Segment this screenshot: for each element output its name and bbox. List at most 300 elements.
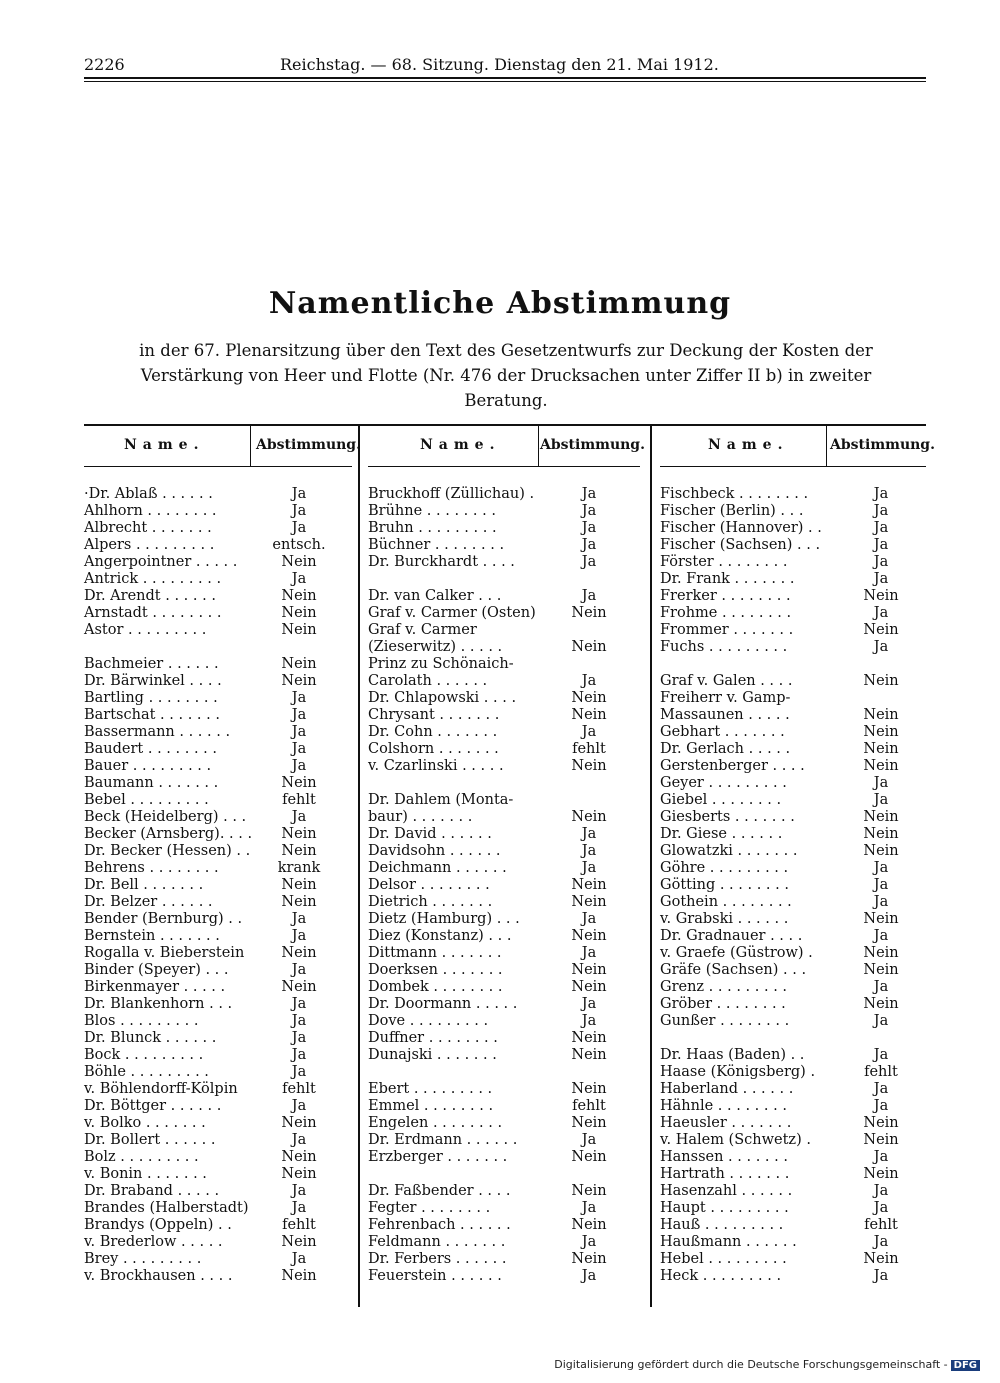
member-name: Hebel . . . . . . . . . xyxy=(660,1251,787,1267)
table-row xyxy=(84,1081,352,1098)
vote-value: Nein xyxy=(281,1234,317,1250)
vote-value: Nein xyxy=(281,1149,317,1165)
vote-value: fehlt xyxy=(864,1064,898,1080)
vote-value: Nein xyxy=(571,928,607,944)
table-row xyxy=(660,1183,926,1200)
vote-value: Ja xyxy=(873,1268,889,1284)
member-name: Feuerstein . . . . . . xyxy=(368,1268,502,1284)
member-name: Bauer . . . . . . . . . xyxy=(84,758,212,774)
table-row xyxy=(368,1098,640,1115)
table-row xyxy=(368,707,640,724)
table-row xyxy=(368,1115,640,1132)
vote-value: Ja xyxy=(291,571,307,587)
member-name: Frohme . . . . . . . . xyxy=(660,605,792,621)
member-name: Hanssen . . . . . . . xyxy=(660,1149,788,1165)
vote-value: Ja xyxy=(581,520,597,536)
member-name: Chrysant . . . . . . . xyxy=(368,707,500,723)
member-name: Dr. Faßbender . . . . xyxy=(368,1183,511,1199)
table-row xyxy=(660,962,926,979)
table-row xyxy=(84,503,352,520)
table-row xyxy=(660,911,926,928)
table-row xyxy=(84,571,352,588)
table-row xyxy=(84,639,352,656)
member-name: Dr. Cohn . . . . . . . xyxy=(368,724,498,740)
table-row xyxy=(84,554,352,571)
table-row xyxy=(368,1200,640,1217)
vote-value: Nein xyxy=(571,809,607,825)
member-name: Birkenmayer . . . . . xyxy=(84,979,226,995)
member-name: v. Czarlinski . . . . . xyxy=(368,758,504,774)
vote-value: Ja xyxy=(291,911,307,927)
vote-value: Ja xyxy=(581,588,597,604)
table-row xyxy=(84,1149,352,1166)
vote-value: Ja xyxy=(291,724,307,740)
table-row xyxy=(84,1115,352,1132)
vote-value: Ja xyxy=(581,860,597,876)
vote-value: Ja xyxy=(873,1200,889,1216)
member-name: Giebel . . . . . . . . xyxy=(660,792,782,808)
vote-value: Nein xyxy=(571,1115,607,1131)
vote-value: Ja xyxy=(291,1098,307,1114)
vote-value: Ja xyxy=(873,486,889,502)
vote-value: Ja xyxy=(291,928,307,944)
vote-value: Nein xyxy=(571,962,607,978)
table-row xyxy=(368,928,640,945)
table-row xyxy=(660,1047,926,1064)
table-header xyxy=(84,424,361,467)
table-row xyxy=(660,673,926,690)
member-name: Astor . . . . . . . . . xyxy=(84,622,207,638)
table-header xyxy=(660,424,935,467)
member-name: Dr. Arendt . . . . . . xyxy=(84,588,216,604)
vote-value: Nein xyxy=(863,843,899,859)
header-name: Name. xyxy=(124,437,205,453)
vote-value: Ja xyxy=(291,707,307,723)
vote-value: Nein xyxy=(571,639,607,655)
member-name: Dr. Braband . . . . . xyxy=(84,1183,220,1199)
member-name: v. Brockhausen . . . . xyxy=(84,1268,233,1284)
member-name: Bolz . . . . . . . . . xyxy=(84,1149,199,1165)
table-row xyxy=(84,775,352,792)
vote-value: Nein xyxy=(281,554,317,570)
vote-value: Ja xyxy=(291,690,307,706)
member-name: Dr. Gradnauer . . . . xyxy=(660,928,803,944)
vote-value: Nein xyxy=(281,945,317,961)
header-vote: Abstimmung. xyxy=(540,437,645,453)
table-row xyxy=(84,877,352,894)
running-header xyxy=(84,55,926,77)
table-row xyxy=(84,1030,352,1047)
column-divider xyxy=(358,424,360,1307)
table-row xyxy=(84,1047,352,1064)
vote-value: Nein xyxy=(571,1047,607,1063)
vote-value: Nein xyxy=(571,605,607,621)
member-name: Emmel . . . . . . . . xyxy=(368,1098,494,1114)
table-row xyxy=(368,758,640,775)
member-name: Fischbeck . . . . . . . . xyxy=(660,486,809,502)
member-name: Blos . . . . . . . . . xyxy=(84,1013,199,1029)
member-name: Becker (Arnsberg). . . . xyxy=(84,826,253,842)
table-row xyxy=(84,707,352,724)
vote-value: Ja xyxy=(873,1047,889,1063)
table-row xyxy=(660,503,926,520)
vote-value: Nein xyxy=(281,656,317,672)
header-vote: Abstimmung. xyxy=(256,437,361,453)
vote-column-2 xyxy=(368,424,645,1307)
member-name: Ahlhorn . . . . . . . . xyxy=(84,503,217,519)
member-name: Büchner . . . . . . . . xyxy=(368,537,505,553)
vote-value: Ja xyxy=(291,1183,307,1199)
vote-value: Ja xyxy=(873,1234,889,1250)
vote-value: Ja xyxy=(291,486,307,502)
table-row xyxy=(368,1149,640,1166)
table-row xyxy=(660,1013,926,1030)
member-name: Haberland . . . . . . xyxy=(660,1081,794,1097)
vote-value: fehlt xyxy=(282,1217,316,1233)
vote-value: Nein xyxy=(863,758,899,774)
vote-value: Ja xyxy=(581,1268,597,1284)
table-row xyxy=(660,758,926,775)
member-name: Dr. Erdmann . . . . . . xyxy=(368,1132,518,1148)
vote-value: Ja xyxy=(873,877,889,893)
table-row xyxy=(368,860,640,877)
vote-value: Nein xyxy=(281,1268,317,1284)
vote-value: Ja xyxy=(291,1030,307,1046)
table-row xyxy=(84,809,352,826)
table-row xyxy=(368,537,640,554)
member-name: Frerker . . . . . . . . xyxy=(660,588,791,604)
member-name: v. Brederlow . . . . . xyxy=(84,1234,223,1250)
member-name: Bruckhoff (Züllichau) . xyxy=(368,486,535,502)
table-row xyxy=(368,1064,640,1081)
member-name: Behrens . . . . . . . . xyxy=(84,860,219,876)
table-row xyxy=(368,673,640,690)
member-name: Ebert . . . . . . . . . xyxy=(368,1081,493,1097)
member-name: Antrick . . . . . . . . . xyxy=(84,571,222,587)
table-row xyxy=(84,588,352,605)
member-name: Heck . . . . . . . . . xyxy=(660,1268,782,1284)
table-row xyxy=(660,571,926,588)
vote-value: Nein xyxy=(571,690,607,706)
member-name: Dr. Ferbers . . . . . . xyxy=(368,1251,507,1267)
vote-value: Ja xyxy=(581,843,597,859)
member-name: Erzberger . . . . . . . xyxy=(368,1149,508,1165)
vote-column-3 xyxy=(660,424,935,1307)
member-name: Dr. Frank . . . . . . . xyxy=(660,571,795,587)
table-row xyxy=(660,1064,926,1081)
member-name: Hasenzahl . . . . . . xyxy=(660,1183,793,1199)
member-name: Dietz (Hamburg) . . . xyxy=(368,911,520,927)
vote-value: Nein xyxy=(281,826,317,842)
vote-value: Ja xyxy=(873,1013,889,1029)
vote-value: Ja xyxy=(581,537,597,553)
member-name: Massaunen . . . . . xyxy=(660,707,790,723)
vote-value: Nein xyxy=(863,673,899,689)
running-title: Reichstag. — 68. Sitzung. Dienstag den 21. Mai 1912. xyxy=(280,55,719,74)
member-name: Carolath . . . . . . xyxy=(368,673,488,689)
vote-value: Nein xyxy=(571,1183,607,1199)
table-row xyxy=(84,1098,352,1115)
table-row xyxy=(660,843,926,860)
vote-value: Ja xyxy=(873,571,889,587)
vote-value: Nein xyxy=(571,758,607,774)
table-row xyxy=(84,724,352,741)
table-row xyxy=(84,792,352,809)
member-name: Duffner . . . . . . . . xyxy=(368,1030,498,1046)
member-name: v. Böhlendorff-Kölpin xyxy=(84,1081,238,1097)
table-row xyxy=(84,1251,352,1268)
member-name: Arnstadt . . . . . . . . xyxy=(84,605,222,621)
vote-value: Nein xyxy=(281,894,317,910)
vote-value: Ja xyxy=(291,1251,307,1267)
document-subtitle: in der 67. Plenarsitzung über den Text des Gesetzentwurfs zur Deckung der Kosten der Verstärkung von Heer und Flotte (Nr. 476 der Drucksachen unter Ziffer II b) in zweiter Beratung. xyxy=(139,341,873,410)
member-name: Bock . . . . . . . . . xyxy=(84,1047,204,1063)
vote-value: Ja xyxy=(873,639,889,655)
member-name: Förster . . . . . . . . xyxy=(660,554,788,570)
vote-value: Nein xyxy=(571,877,607,893)
member-name: Brandes (Halberstadt) xyxy=(84,1200,249,1216)
vote-list xyxy=(660,486,926,1285)
member-name: Gebhart . . . . . . . xyxy=(660,724,785,740)
table-row xyxy=(660,979,926,996)
member-name: Brandys (Oppeln) . . xyxy=(84,1217,232,1233)
member-name: Brey . . . . . . . . . xyxy=(84,1251,202,1267)
table-row xyxy=(660,707,926,724)
table-row xyxy=(660,724,926,741)
table-row xyxy=(84,622,352,639)
table-row xyxy=(368,894,640,911)
member-name: Hartrath . . . . . . . xyxy=(660,1166,790,1182)
member-name: Fehrenbach . . . . . . xyxy=(368,1217,511,1233)
member-name: Giesberts . . . . . . . xyxy=(660,809,795,825)
member-name: Bachmeier . . . . . . xyxy=(84,656,219,672)
header-name: Name. xyxy=(708,437,789,453)
member-name: Brühne . . . . . . . . xyxy=(368,503,496,519)
member-name: Gerstenberger . . . . xyxy=(660,758,805,774)
vote-value: Nein xyxy=(863,1251,899,1267)
table-row xyxy=(660,792,926,809)
member-name: Götting . . . . . . . . xyxy=(660,877,789,893)
table-row xyxy=(660,1115,926,1132)
vote-value: Ja xyxy=(581,554,597,570)
member-name: Göhre . . . . . . . . . xyxy=(660,860,789,876)
table-row xyxy=(368,605,640,622)
table-row xyxy=(660,809,926,826)
table-row xyxy=(660,605,926,622)
document-title: Namentliche Abstimmung xyxy=(268,286,732,321)
vote-value: fehlt xyxy=(572,741,606,757)
table-row xyxy=(368,826,640,843)
member-name: Bartschat . . . . . . . xyxy=(84,707,220,723)
table-row xyxy=(368,622,640,639)
vote-value: Nein xyxy=(863,588,899,604)
dfg-logo: DFG xyxy=(951,1360,980,1371)
member-name: v. Bolko . . . . . . . xyxy=(84,1115,206,1131)
vote-value: Ja xyxy=(873,1149,889,1165)
table-row xyxy=(368,979,640,996)
member-name: Fuchs . . . . . . . . . xyxy=(660,639,788,655)
vote-value: Nein xyxy=(281,605,317,621)
table-row xyxy=(368,741,640,758)
table-row xyxy=(660,996,926,1013)
vote-value: Ja xyxy=(873,894,889,910)
vote-value: Ja xyxy=(581,826,597,842)
column-divider xyxy=(650,424,652,1307)
member-name: v. Halem (Schwetz) . xyxy=(660,1132,811,1148)
table-row xyxy=(660,1098,926,1115)
member-name: Gunßer . . . . . . . . xyxy=(660,1013,790,1029)
table-row xyxy=(368,775,640,792)
table-row xyxy=(368,520,640,537)
vote-value: Ja xyxy=(291,1064,307,1080)
member-name: baur) . . . . . . . xyxy=(368,809,473,825)
member-name: Dr. Burckhardt . . . . xyxy=(368,554,515,570)
vote-value: fehlt xyxy=(864,1217,898,1233)
vote-value: Ja xyxy=(581,945,597,961)
table-row xyxy=(660,1268,926,1285)
vote-value: Nein xyxy=(281,877,317,893)
member-name: Dittmann . . . . . . . xyxy=(368,945,502,961)
vote-value: Ja xyxy=(873,775,889,791)
table-row xyxy=(660,537,926,554)
table-row xyxy=(84,1166,352,1183)
vote-value: Ja xyxy=(581,486,597,502)
vote-value: Nein xyxy=(863,741,899,757)
table-row xyxy=(660,1234,926,1251)
header-rule xyxy=(84,77,926,79)
vote-value: Ja xyxy=(873,554,889,570)
table-row xyxy=(368,792,640,809)
vote-value: Nein xyxy=(863,962,899,978)
table-row xyxy=(368,724,640,741)
member-name: Bartling . . . . . . . . xyxy=(84,690,218,706)
vote-value: Ja xyxy=(291,520,307,536)
table-row xyxy=(84,673,352,690)
table-row xyxy=(660,656,926,673)
table-row xyxy=(84,843,352,860)
vote-value: Ja xyxy=(873,928,889,944)
table-row xyxy=(368,1047,640,1064)
table-row xyxy=(368,1268,640,1285)
vote-value: Ja xyxy=(581,1013,597,1029)
member-name: Haupt . . . . . . . . . xyxy=(660,1200,789,1216)
table-row xyxy=(660,1200,926,1217)
member-name: Deichmann . . . . . . xyxy=(368,860,507,876)
member-name: Hähnle . . . . . . . . xyxy=(660,1098,787,1114)
table-row xyxy=(84,1183,352,1200)
member-name: Beck (Heidelberg) . . . xyxy=(84,809,247,825)
vote-value: Nein xyxy=(571,1030,607,1046)
table-row xyxy=(84,945,352,962)
vote-value: Nein xyxy=(571,894,607,910)
table-row xyxy=(84,962,352,979)
member-name: Dr. Bell . . . . . . . xyxy=(84,877,204,893)
vote-value: Nein xyxy=(571,1251,607,1267)
member-name: Hauß . . . . . . . . . xyxy=(660,1217,784,1233)
member-name: Davidsohn . . . . . . xyxy=(368,843,501,859)
table-row xyxy=(84,1234,352,1251)
vote-value: Ja xyxy=(581,503,597,519)
member-name: Dr. van Calker . . . xyxy=(368,588,502,604)
table-row xyxy=(660,826,926,843)
vote-value: Ja xyxy=(291,962,307,978)
vote-value: Ja xyxy=(873,1098,889,1114)
member-name: Dr. Bärwinkel . . . . xyxy=(84,673,222,689)
member-name: Dr. Becker (Hessen) . . xyxy=(84,843,251,859)
vote-value: fehlt xyxy=(572,1098,606,1114)
member-name: Graf v. Galen . . . . xyxy=(660,673,793,689)
vote-value: Ja xyxy=(291,809,307,825)
table-row xyxy=(84,605,352,622)
member-name: (Zieserwitz) . . . . . xyxy=(368,639,503,655)
header-vote: Abstimmung. xyxy=(830,437,935,453)
vote-value: Nein xyxy=(571,707,607,723)
vote-value: Ja xyxy=(873,792,889,808)
member-name: v. Bonin . . . . . . . xyxy=(84,1166,207,1182)
table-row xyxy=(84,826,352,843)
vote-value: Ja xyxy=(291,1013,307,1029)
table-row xyxy=(84,1268,352,1285)
table-row xyxy=(660,486,926,503)
table-row xyxy=(368,486,640,503)
vote-value: Ja xyxy=(873,979,889,995)
member-name: Freiherr v. Gamp- xyxy=(660,690,791,706)
table-row xyxy=(368,911,640,928)
member-name: Engelen . . . . . . . . xyxy=(368,1115,503,1131)
table-row xyxy=(368,962,640,979)
member-name: Doerksen . . . . . . . xyxy=(368,962,503,978)
table-header xyxy=(368,424,645,467)
member-name: Dr. Blankenhorn . . . xyxy=(84,996,233,1012)
table-row xyxy=(660,1166,926,1183)
table-row xyxy=(660,775,926,792)
vote-value: Nein xyxy=(863,1132,899,1148)
vote-value: Nein xyxy=(863,1115,899,1131)
member-name: Gröber . . . . . . . . xyxy=(660,996,786,1012)
vote-value: Nein xyxy=(863,622,899,638)
vote-value: Nein xyxy=(571,1217,607,1233)
member-name: Haeusler . . . . . . . xyxy=(660,1115,792,1131)
member-name: Dietrich . . . . . . . xyxy=(368,894,493,910)
member-name: Dr. Dahlem (Monta- xyxy=(368,792,514,808)
table-row xyxy=(84,979,352,996)
table-row xyxy=(84,1013,352,1030)
table-row xyxy=(84,1200,352,1217)
table-row xyxy=(660,1251,926,1268)
vote-value: Nein xyxy=(281,1166,317,1182)
table-row xyxy=(84,1064,352,1081)
table-row xyxy=(84,911,352,928)
table-row xyxy=(368,877,640,894)
table-row xyxy=(368,1183,640,1200)
table-row xyxy=(368,1030,640,1047)
table-row xyxy=(660,1217,926,1234)
vote-value: krank xyxy=(277,860,321,876)
table-row xyxy=(84,656,352,673)
member-name: Gräfe (Sachsen) . . . xyxy=(660,962,807,978)
member-name: Dr. Chlapowski . . . . xyxy=(368,690,517,706)
vote-value: Nein xyxy=(281,775,317,791)
table-row xyxy=(84,741,352,758)
member-name: Frommer . . . . . . . xyxy=(660,622,794,638)
member-name: Fischer (Berlin) . . . xyxy=(660,503,804,519)
table-row xyxy=(660,894,926,911)
table-row xyxy=(368,554,640,571)
vote-value: Ja xyxy=(291,1047,307,1063)
table-row xyxy=(660,877,926,894)
vote-value: Ja xyxy=(291,996,307,1012)
table-row xyxy=(660,554,926,571)
